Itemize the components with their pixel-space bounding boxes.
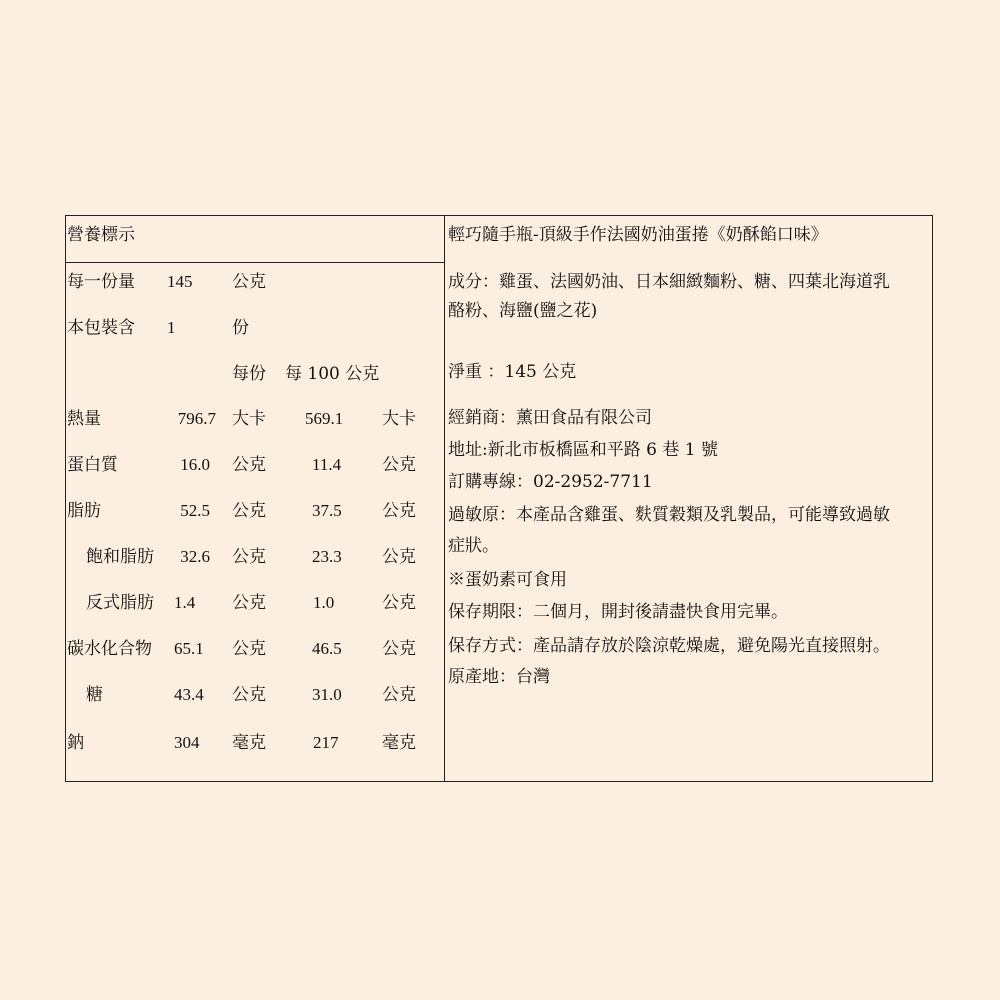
nutrient-name: 脂肪 bbox=[67, 501, 101, 521]
nutrient-unit-per-100g: 公克 bbox=[382, 455, 416, 475]
allergen-line-1: 過敏原：本產品含雞蛋、麩質穀類及乳製品，可能導致過敏 bbox=[448, 505, 890, 525]
nutrient-per-serving: 43.4 bbox=[174, 685, 204, 704]
nutrient-per-100g: 569.1 bbox=[305, 409, 344, 428]
nutrient-per-100g: 217 bbox=[313, 733, 339, 752]
nutrient-per-100g: 1.0 bbox=[313, 593, 335, 612]
order-hotline: 訂購專線：02-2952-7711 bbox=[448, 472, 653, 492]
nutrient-name: 蛋白質 bbox=[67, 455, 118, 475]
nutrition-facts-title: 營養標示 bbox=[67, 225, 135, 245]
nutrient-per-serving: 796.7 bbox=[177, 409, 216, 428]
nutrient-unit-per-serving: 公克 bbox=[232, 639, 266, 659]
servings-per-package-unit: 份 bbox=[232, 318, 249, 338]
column-divider bbox=[444, 215, 445, 782]
nutrient-unit-per-100g: 公克 bbox=[382, 501, 416, 521]
per-serving-header: 每份 bbox=[232, 364, 266, 384]
ingredients-line-1: 成分：雞蛋、法國奶油、日本細緻麵粉、糖、四葉北海道乳 bbox=[448, 272, 890, 292]
distributor: 經銷商：薰田食品有限公司 bbox=[448, 408, 652, 428]
nutrient-name: 糖 bbox=[86, 685, 103, 705]
nutrient-unit-per-100g: 公克 bbox=[382, 593, 416, 613]
serving-size-value: 145 bbox=[167, 272, 193, 291]
nutrient-per-serving: 16.0 bbox=[180, 455, 210, 474]
nutrient-per-100g: 11.4 bbox=[312, 455, 342, 474]
nutrient-unit-per-serving: 毫克 bbox=[232, 733, 266, 753]
shelf-life: 保存期限：二個月，開封後請盡快食用完畢。 bbox=[448, 602, 788, 622]
address: 地址:新北市板橋區和平路 6 巷 1 號 bbox=[448, 440, 718, 460]
nutrient-name: 飽和脂肪 bbox=[86, 547, 154, 567]
nutrient-unit-per-100g: 公克 bbox=[382, 685, 416, 705]
nutrient-unit-per-serving: 公克 bbox=[232, 501, 266, 521]
nutrient-per-100g: 31.0 bbox=[312, 685, 342, 704]
ingredients-line-2: 酪粉、海鹽(鹽之花) bbox=[448, 301, 598, 321]
product-name: 輕巧隨手瓶-頂級手作法國奶油蛋捲《奶酥餡口味》 bbox=[448, 225, 828, 245]
storage-instructions: 保存方式：產品請存放於陰涼乾燥處，避免陽光直接照射。 bbox=[448, 636, 890, 656]
country-of-origin: 原產地：台灣 bbox=[448, 667, 550, 687]
net-weight: 淨重 ：145 公克 bbox=[448, 362, 577, 382]
nutrient-name: 碳水化合物 bbox=[67, 639, 152, 659]
nutrient-unit-per-100g: 公克 bbox=[382, 547, 416, 567]
nutrient-unit-per-100g: 大卡 bbox=[382, 409, 416, 429]
nutrient-per-100g: 23.3 bbox=[312, 547, 342, 566]
nutrient-unit-per-100g: 公克 bbox=[382, 639, 416, 659]
serving-size-label: 每一份量 bbox=[67, 272, 135, 292]
nutrient-per-serving: 65.1 bbox=[174, 639, 204, 658]
nutrient-per-100g: 37.5 bbox=[312, 501, 342, 520]
per-100g-header: 每 100 公克 bbox=[285, 364, 380, 384]
nutrient-unit-per-serving: 大卡 bbox=[232, 409, 266, 429]
servings-per-package-value: 1 bbox=[167, 318, 176, 337]
allergen-line-2: 症狀。 bbox=[448, 536, 499, 556]
title-divider bbox=[65, 262, 445, 263]
nutrient-unit-per-100g: 毫克 bbox=[382, 733, 416, 753]
nutrient-name: 熱量 bbox=[67, 409, 101, 429]
nutrient-unit-per-serving: 公克 bbox=[232, 685, 266, 705]
serving-size-unit: 公克 bbox=[232, 272, 266, 292]
nutrient-per-serving: 304 bbox=[174, 733, 200, 752]
nutrient-per-serving: 52.5 bbox=[180, 501, 210, 520]
nutrient-per-serving: 1.4 bbox=[174, 593, 196, 612]
servings-per-package-label: 本包裝含 bbox=[67, 318, 135, 338]
vegetarian-note: ※蛋奶素可食用 bbox=[448, 570, 567, 590]
nutrient-per-100g: 46.5 bbox=[312, 639, 342, 658]
nutrient-unit-per-serving: 公克 bbox=[232, 455, 266, 475]
nutrient-per-serving: 32.6 bbox=[180, 547, 210, 566]
nutrient-unit-per-serving: 公克 bbox=[232, 593, 266, 613]
nutrient-name: 鈉 bbox=[67, 733, 84, 753]
nutrient-unit-per-serving: 公克 bbox=[232, 547, 266, 567]
nutrient-name: 反式脂肪 bbox=[86, 593, 154, 613]
